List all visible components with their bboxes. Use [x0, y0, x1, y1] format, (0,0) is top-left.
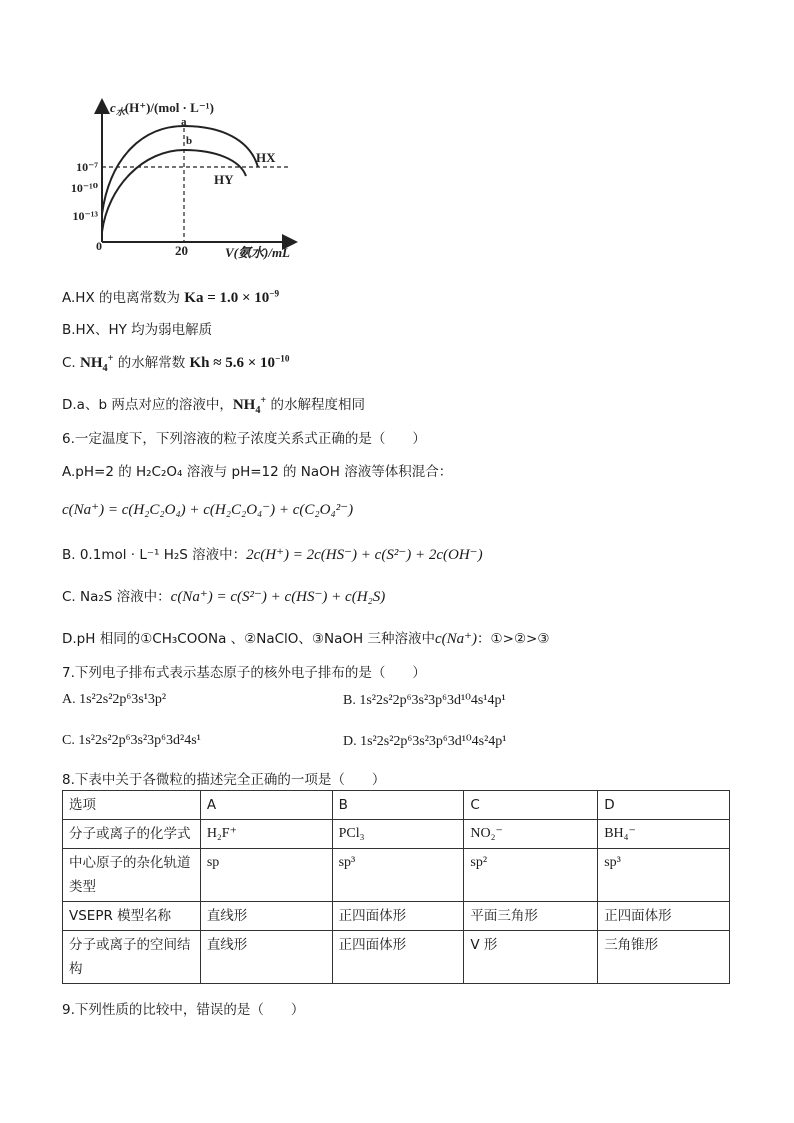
table-row: [63, 902, 730, 931]
table-cell: 分子或离子的空间结构: [63, 931, 201, 984]
table-cell: sp³: [598, 849, 730, 902]
table-cell: NO₂⁻: [464, 820, 598, 849]
q7-option-b: B. 1s²2s²2p⁶3s²3p⁶3d¹⁰4s¹4p¹: [343, 693, 506, 708]
table-cell: H₂F⁺: [200, 820, 332, 849]
point-label-b: b: [186, 135, 193, 147]
q5-option-d: D.a、b 两点对应的溶液中，$NH_4^+$ 的水解程度相同: [62, 395, 366, 416]
q8-stem: 8.下表中关于各微粒的描述完全正确的一项是（ ）: [62, 772, 386, 788]
table-cell: 平面三角形: [464, 902, 598, 931]
table-cell: 直线形: [200, 902, 332, 931]
q9-stem: 9.下列性质的比较中，错误的是（ ）: [62, 1002, 305, 1018]
table-cell: VSEPR 模型名称: [63, 902, 201, 931]
curve-hy: [102, 150, 246, 232]
table-cell: V 形: [464, 931, 598, 984]
q8-table: [62, 790, 730, 984]
q6-option-d: D.pH 相同的①CH₃COONa 、②NaClO、③NaOH 三种溶液中c(Na⁺)：①>②>③: [62, 631, 550, 647]
table-header-cell: D: [598, 791, 730, 820]
y-axis-label: $c_水(H^+)/(mol \cdot L^{-1})$: [110, 100, 214, 117]
table-cell: 正四面体形: [332, 902, 464, 931]
titration-figure: [62, 94, 312, 266]
origin-label: 0: [96, 239, 102, 253]
y-tick-label: 10⁻⁷: [76, 160, 98, 174]
point-label-a: a: [181, 116, 187, 128]
table-header-row: [63, 791, 730, 820]
table-row: [63, 849, 730, 902]
table-cell: 分子或离子的化学式: [63, 820, 201, 849]
q5-option-a: A.HX 的电离常数为 $Ka = 1.0 \times 10^{-9}$: [62, 288, 280, 306]
table-header-cell: C: [464, 791, 598, 820]
table-cell: 中心原子的杂化轨道类型: [63, 849, 201, 902]
table-cell: 直线形: [200, 931, 332, 984]
q6-option-a-equation: c(Na⁺) = c(H₂C₂O₄) + c(H₂C₂O₄⁻) + c(C₂O₄²⁻): [62, 502, 354, 518]
y-tick-label: 10⁻¹³: [72, 209, 98, 223]
curve-label-hy: HY: [214, 172, 234, 187]
table-cell: 正四面体形: [598, 902, 730, 931]
table-row: [63, 931, 730, 984]
table-cell: 三角锥形: [598, 931, 730, 984]
table-row: [63, 820, 730, 849]
q7-option-c: C. 1s²2s²2p⁶3s²3p⁶3d²4s¹: [62, 733, 201, 748]
q5-option-b: B.HX、HY 均为弱电解质: [62, 322, 213, 338]
table-cell: PCl₃: [332, 820, 464, 849]
curve-hx: [102, 126, 258, 214]
x-tick-label: 20: [175, 243, 188, 258]
y-tick-label: 10⁻¹⁰: [70, 181, 98, 195]
q6-option-c: C. Na₂S 溶液中：c(Na⁺) = c(S²⁻) + c(HS⁻) + c(H₂S): [62, 589, 386, 605]
table-cell: sp³: [332, 849, 464, 902]
curve-label-hx: HX: [256, 150, 276, 165]
table-header-cell: 选项: [63, 791, 201, 820]
table-cell: 正四面体形: [332, 931, 464, 984]
table-header-cell: A: [200, 791, 332, 820]
q7-option-d: D. 1s²2s²2p⁶3s²3p⁶3d¹⁰4s²4p¹: [343, 734, 507, 749]
table-header-cell: B: [332, 791, 464, 820]
table-cell: sp: [200, 849, 332, 902]
x-axis-label: V(氨水)/mL: [225, 245, 290, 260]
q5-option-c: C. $NH_4^+$ 的水解常数 $Kh \approx 5.6 \times 10^{-10}$: [62, 353, 290, 374]
table-cell: sp²: [464, 849, 598, 902]
q6-option-b: B. 0.1mol · L⁻¹ H₂S 溶液中：2c(H⁺) = 2c(HS⁻) + c(S²⁻) + 2c(OH⁻): [62, 547, 483, 563]
table-cell: BH₄⁻: [598, 820, 730, 849]
q7-stem: 7.下列电子排布式表示基态原子的核外电子排布的是（ ）: [62, 665, 426, 681]
q6-option-a: A.pH=2 的 H₂C₂O₄ 溶液与 pH=12 的 NaOH 溶液等体积混合：: [62, 464, 453, 480]
q6-stem: 6.一定温度下，下列溶液的粒子浓度关系式正确的是（ ）: [62, 431, 426, 447]
q7-option-a: A. 1s²2s²2p⁶3s¹3p²: [62, 692, 167, 707]
